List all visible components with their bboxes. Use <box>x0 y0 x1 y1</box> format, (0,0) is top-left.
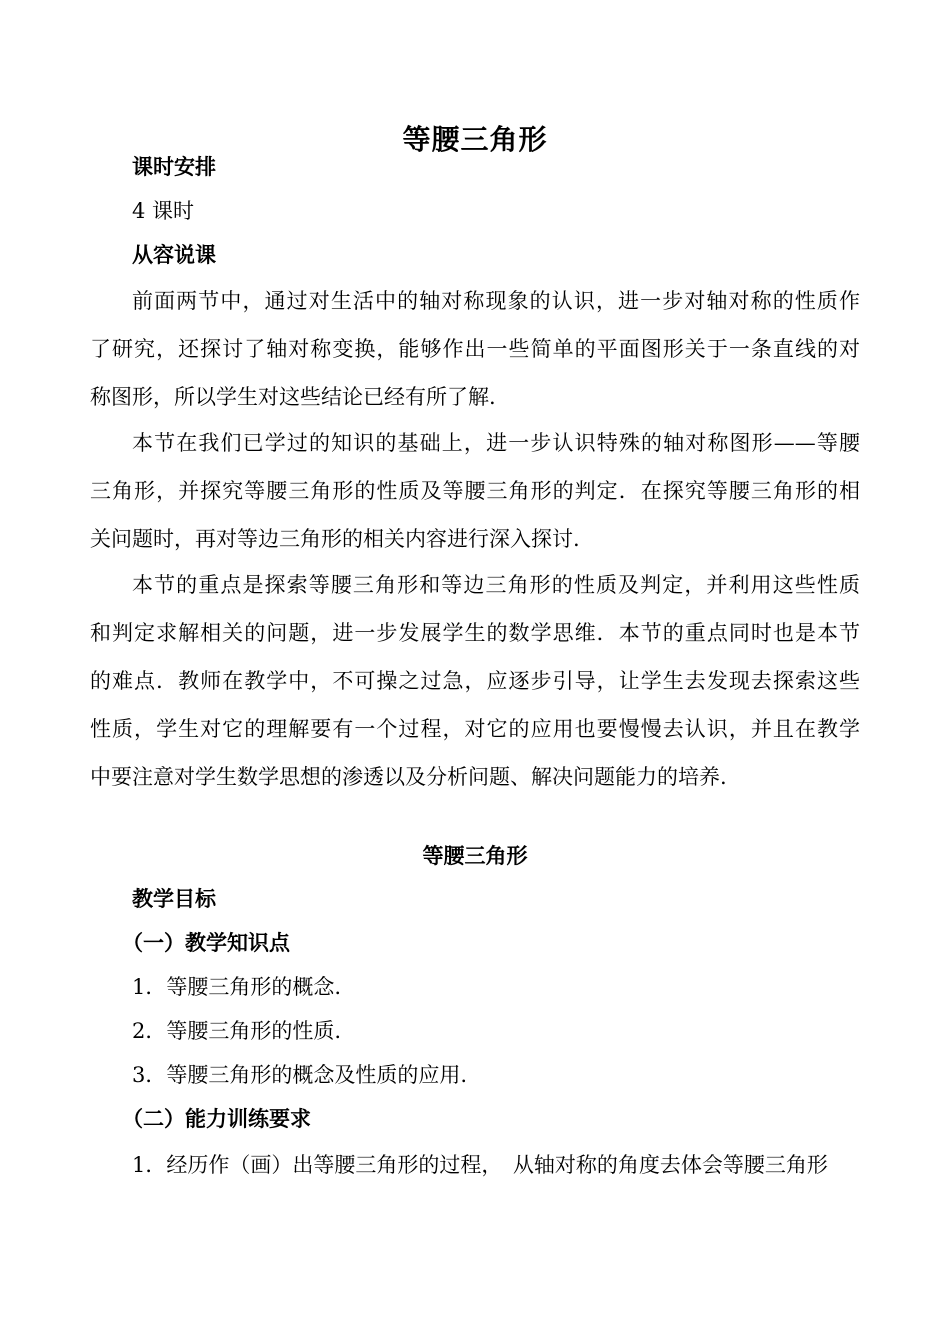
paragraph-line: 本节的重点是探索等腰三角形和等边三角形的性质及判定，并利用这些性质 <box>132 573 860 597</box>
paragraph-line: 关问题时，再对等边三角形的相关内容进行深入探讨. <box>90 527 580 551</box>
document-title: 等腰三角形 <box>402 123 548 156</box>
paragraph-line: 了研究，还探讨了轴对称变换，能够作出一些简单的平面图形关于一条直线的对 <box>90 337 860 361</box>
ability-requirements-heading: （二）能力训练要求 <box>122 1107 311 1131</box>
list-item: 1．等腰三角形的概念. <box>132 975 342 999</box>
paragraph-line: 的难点．教师在教学中，不可操之过急，应逐步引导，让学生去发现去探索这些 <box>90 669 860 693</box>
paragraph-line: 性质，学生对它的理解要有一个过程，对它的应用也要慢慢去认识，并且在教学 <box>90 717 860 741</box>
paragraph-line: 称图形，所以学生对这些结论已经有所了解. <box>90 385 496 409</box>
list-item: 3．等腰三角形的概念及性质的应用. <box>132 1063 468 1087</box>
schedule-heading: 课时安排 <box>132 155 216 179</box>
paragraph-line: 中要注意对学生数学思想的渗透以及分析问题、解决问题能力的培养. <box>90 765 727 789</box>
schedule-content: 4 课时 <box>132 199 195 223</box>
paragraph-line: 前面两节中，通过对生活中的轴对称现象的认识，进一步对轴对称的性质作 <box>132 289 860 313</box>
section-subtitle: 等腰三角形 <box>422 844 528 868</box>
lecture-heading: 从容说课 <box>132 243 216 267</box>
paragraph-line: 本节在我们已学过的知识的基础上，进一步认识特殊的轴对称图形——等腰 <box>132 431 860 455</box>
paragraph-line: 三角形，并探究等腰三角形的性质及等腰三角形的判定．在探究等腰三角形的相 <box>90 479 860 503</box>
goals-heading: 教学目标 <box>132 887 216 911</box>
list-item: 2．等腰三角形的性质. <box>132 1019 342 1043</box>
knowledge-points-heading: （一）教学知识点 <box>122 931 290 955</box>
paragraph-line: 和判定求解相关的问题，进一步发展学生的数学思维．本节的重点同时也是本节 <box>90 621 860 645</box>
list-item: 1．经历作（画）出等腰三角形的过程， 从轴对称的角度去体会等腰三角形 <box>132 1153 828 1177</box>
